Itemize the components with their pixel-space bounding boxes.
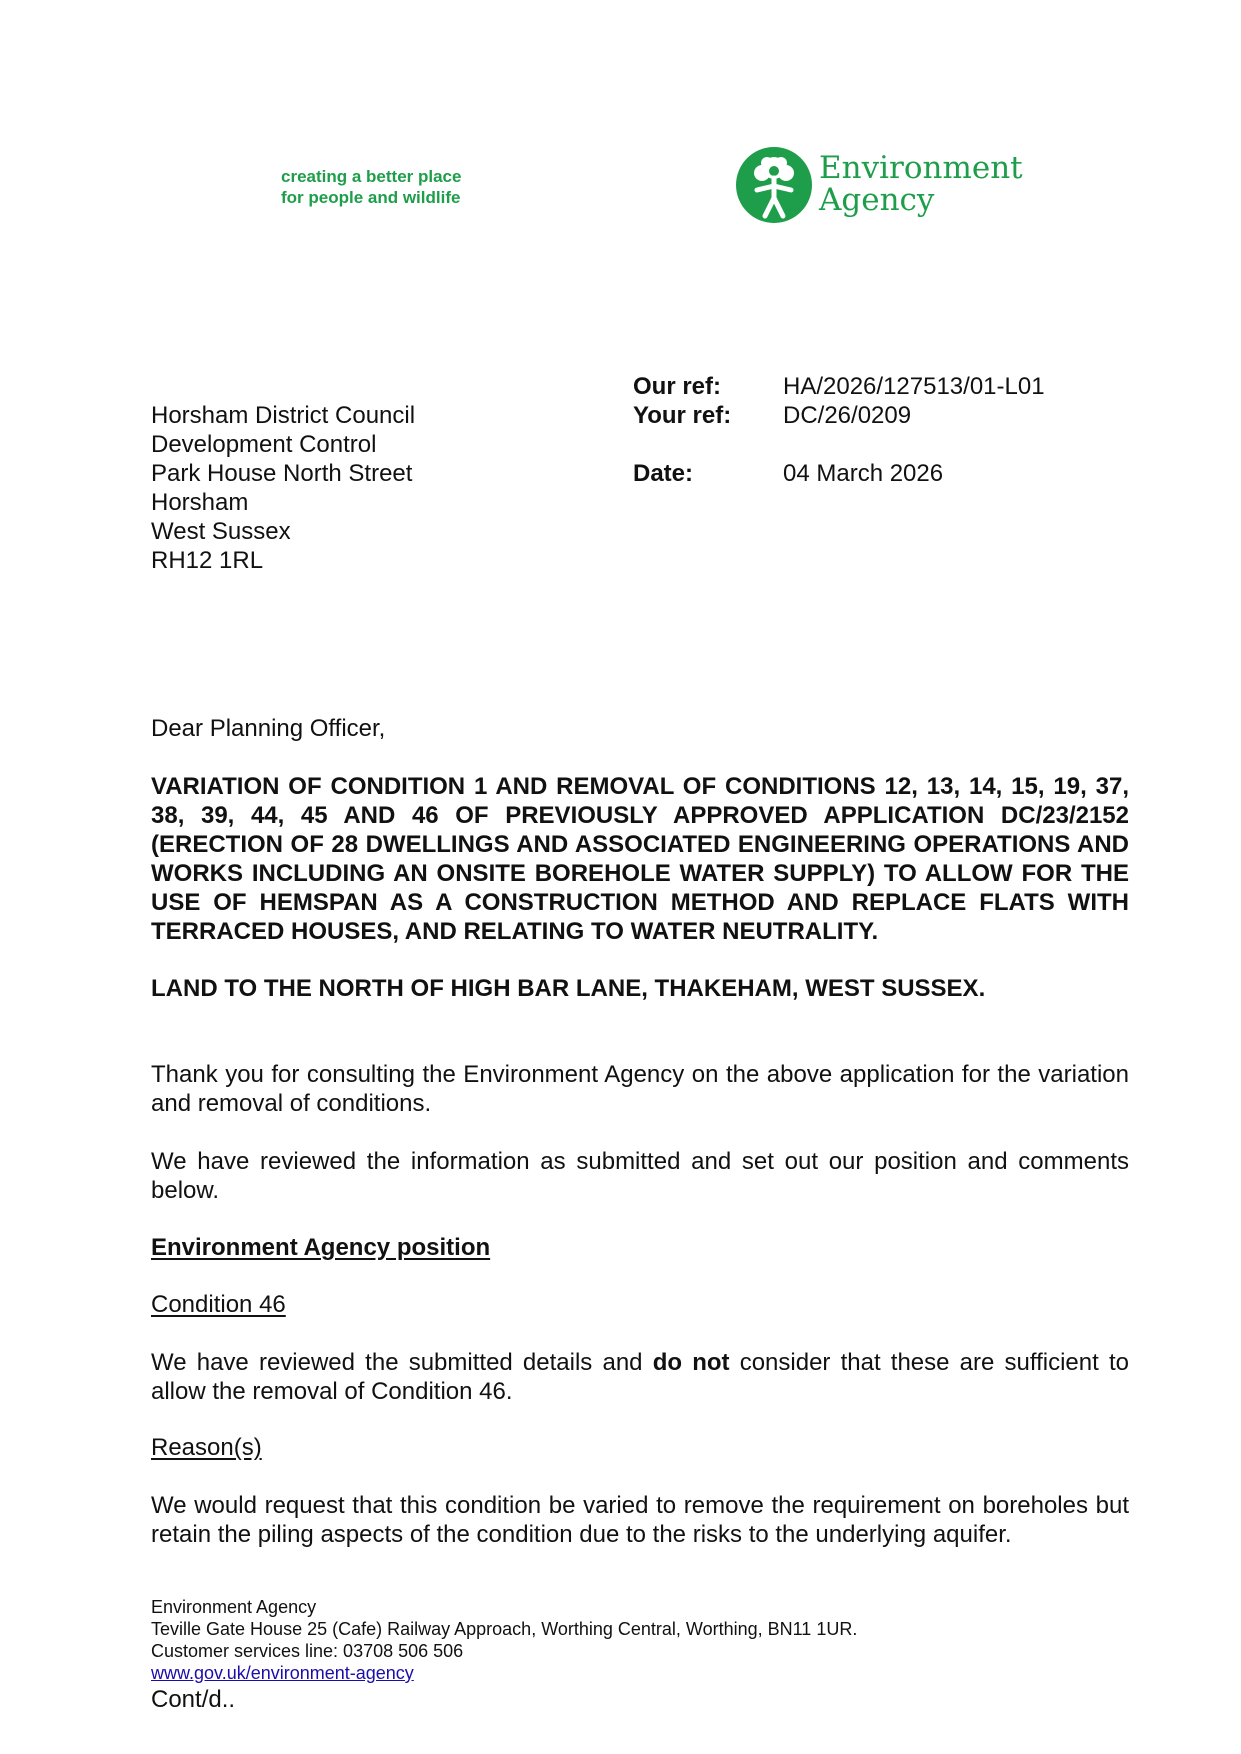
logo-word-environment: Environment [819, 150, 1023, 186]
date-value: 04 March 2026 [783, 460, 944, 487]
footer [151, 1596, 857, 1684]
logo-word-agency: Agency [819, 182, 935, 218]
address-line: Horsham [151, 489, 249, 516]
tagline [281, 166, 461, 208]
your-ref-row [633, 401, 1045, 430]
reasons-paragraph: We would request that this condition be varied to remove the requirement on boreholes but retain the piling aspects of the condition due to the risks to the underlying aquifer. [151, 1492, 1129, 1548]
your-ref-value: DC/26/0209 [783, 402, 912, 429]
our-ref-value: HA/2026/127513/01-L01 [783, 373, 1045, 400]
environment-agency-logo [735, 146, 1023, 226]
footer-address: Teville Gate House 25 (Cafe) Railway Approach, Worthing Central, Worthing, BN11 1UR. [151, 1619, 858, 1639]
recipient-address [151, 401, 415, 575]
address-line: Park House North Street [151, 460, 413, 487]
address-line: West Sussex [151, 518, 291, 545]
tagline-line-2: for people and wildlife [281, 188, 461, 207]
reference-block [633, 372, 1045, 488]
date-label: Date: [633, 460, 694, 487]
tree-person-icon [735, 146, 813, 224]
date-row [633, 459, 1045, 488]
subject-heading: VARIATION OF CONDITION 1 AND REMOVAL OF CONDITIONS 12, 13, 14, 15, 19, 37, 38, 39, 44, 45 AND 46 OF PREVIOUSLY APPROVED APPLICATION DC/23/2152 (ERECTION OF 28 DWELLINGS AND ASSOCIATED ENGINEERING OPERATIONS AND WORKS INCLUDING AN ONSITE BOREHOLE WATER SUPPLY) TO ALLOW FOR THE USE OF HEMSPAN AS A CONSTRUCTION METHOD AND REPLACE FLATS WITH TERRACED HOUSES, AND RELATING TO WATER NEUTRALITY. [151, 773, 1129, 945]
position-heading: Environment Agency position [151, 1234, 491, 1261]
condition-heading: Condition 46 [151, 1291, 286, 1318]
site-address-heading: LAND TO THE NORTH OF HIGH BAR LANE, THAKEHAM, WEST SUSSEX. [151, 975, 986, 1002]
condition-text-emphasis: do not [652, 1349, 730, 1376]
intro-paragraph: Thank you for consulting the Environment Agency on the above application for the variation and removal of conditions. [151, 1061, 1129, 1117]
tagline-line-1: creating a better place [281, 167, 462, 186]
our-ref-row [633, 372, 1045, 401]
condition-text-pre: We have reviewed the submitted details and [151, 1349, 653, 1376]
condition-paragraph [151, 1348, 1129, 1406]
salutation: Dear Planning Officer, [151, 715, 386, 742]
review-paragraph: We have reviewed the information as submitted and set out our position and comments below. [151, 1148, 1129, 1204]
footer-org: Environment Agency [151, 1597, 317, 1617]
address-line: Development Control [151, 431, 377, 458]
address-line: RH12 1RL [151, 547, 264, 574]
condition-text-post: consider that these are sufficient to allow the removal of Condition 46. [151, 1349, 1129, 1405]
footer-website-link[interactable]: www.gov.uk/environment-agency [151, 1663, 414, 1683]
address-line: Horsham District Council [151, 402, 416, 429]
our-ref-label: Our ref: [633, 373, 722, 400]
reasons-heading: Reason(s) [151, 1434, 262, 1461]
footer-phone: Customer services line: 03708 506 506 [151, 1641, 464, 1661]
your-ref-label: Your ref: [633, 402, 732, 429]
continued-marker: Cont/d.. [151, 1686, 236, 1713]
